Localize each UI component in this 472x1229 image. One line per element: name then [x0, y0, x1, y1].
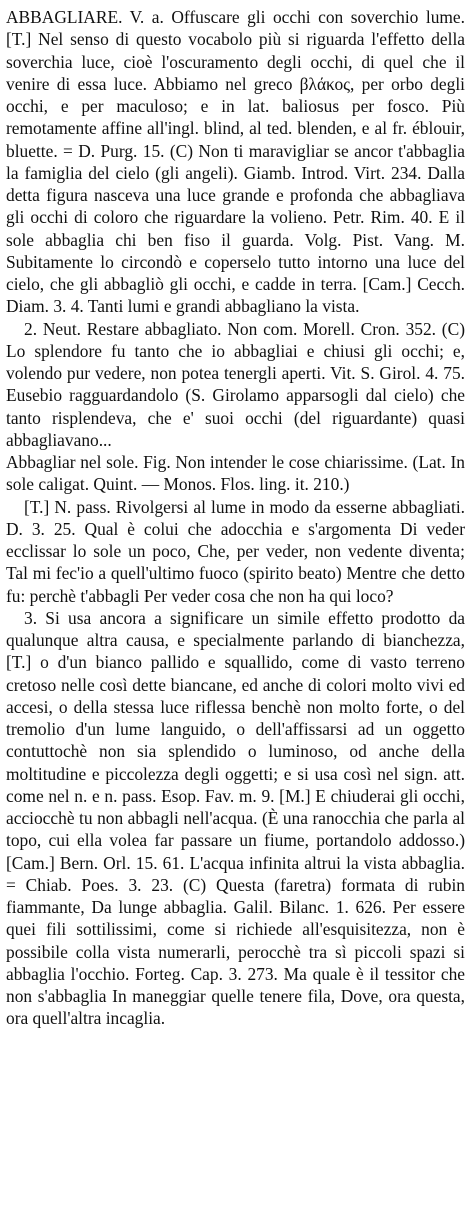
sense-3-extended: 3. Si usa ancora a significare un simile effetto prodotto da qualunque altra causa, e specialmente parlando di bianchezza, [T.] o d'un bianco pallido e squallido, come di vasto terreno cretoso nelle così dette biancane, ed anche di colori molto vivi ed accesi, o della stessa luce riflessa benchè non molto forte, o del tremolio d'un lume languido, o dell'affissarsi ad un oggetto contuttochè non sia splendido o luminoso, od anche della moltitudine e piccolezza degli oggetti; e si usa così nel sign. att. come nel n. e n. pass. Esop. Fav. m. 9. [M.] E chiuderai gli occhi, acciocchè tu non abbagli nell'acqua. (È una ranocchia che parla al topo, cui ella volea far passare un fiume, portandolo addosso.) [Cam.] Bern. Orl. 15. 61. L'acqua infinita altrui la vista abbaglia. = Chiab. Poes. 3. 23. (C) Questa (faretra) formata di rubin fiammante, Da lunge abbaglia. Galil. Bilanc. 1. 626. Per essere quei fili sottilissimi, come si richiede all'esquisitezza, non è possibile colla vista numerarli, perocchè tra sì piccoli spazi si abbaglia l'occhio. Forteg. Cap. 3. 273. Ma quale è il tessitor che non s'abbaglia In maneggiar quelle tenere fila, Dove, ora questa, ora quell'altra incaglia. — [6, 607, 465, 1029]
sense-reflexive: [T.] N. pass. Rivolgersi al lume in modo da esserne abbagliati. D. 3. 25. Qual è colui che adocchia e s'argomenta Di veder ecclissar lo sole un poco, Che, per veder, non vedente diventa; Tal mi fec'io a quell'ultimo fuoco (spirito beato) Mentre che detto fu: perchè t'abbagli Per veder cosa che non ha qui loco? — [6, 496, 465, 606]
entry-abbagliare-definition: ABBAGLIARE. V. a. Offuscare gli occhi con soverchio lume. [T.] Nel senso di questo vocabolo più si riguarda l'effetto della soverchia luce, cioè l'oscuramento degli occhi, di quel che il venire di essa luce. Abbiamo nel greco βλάκος, per orbo degli occhi, e per maculoso; e in lat. baliosus per fosco. Più remotamente affine all'ingl. blind, al ted. blenden, e al fr. éblouir, bluette. = D. Purg. 15. (C) Non ti maravigliar se ancor t'abbaglia la famiglia del cielo (gli angeli). Giamb. Introd. Virt. 234. Dalla detta figura nasceva una luce grande e profonda che abbagliava gli occhi di coloro che riguardare la volieno. Petr. Rim. 40. E il sole abbaglia chi ben fiso il guarda. Volg. Pist. Vang. M. Subitamente lo circondò e coperselo tutto intorno una luce del cielo, che gli abbagliò gli occhi, e cadde in terra. [Cam.] Cecch. Diam. 3. 4. Tanti lumi e grandi abbagliano la vista. — [6, 7, 465, 317]
sense-2-neuter: 2. Neut. Restare abbagliato. Non com. Morell. Cron. 352. (C) Lo splendore fu tanto che io abbagliai e chiusi gli occhi; e, volendo pur vedere, non potea tenergli aperti. Vit. S. Girol. 4. 75. Eusebio ragguardandolo (S. Girolamo apparsogli dal cielo) che tanto risplendeva, che e' suoi occhi (del riguardante) quasi abbagliavano... — [6, 318, 465, 450]
subentry-abbagliar-nel-sole: Abbagliar nel sole. Fig. Non intender le cose chiarissime. (Lat. In sole caligat. Quint. — Monos. Flos. ling. it. 210.) — [6, 452, 465, 495]
